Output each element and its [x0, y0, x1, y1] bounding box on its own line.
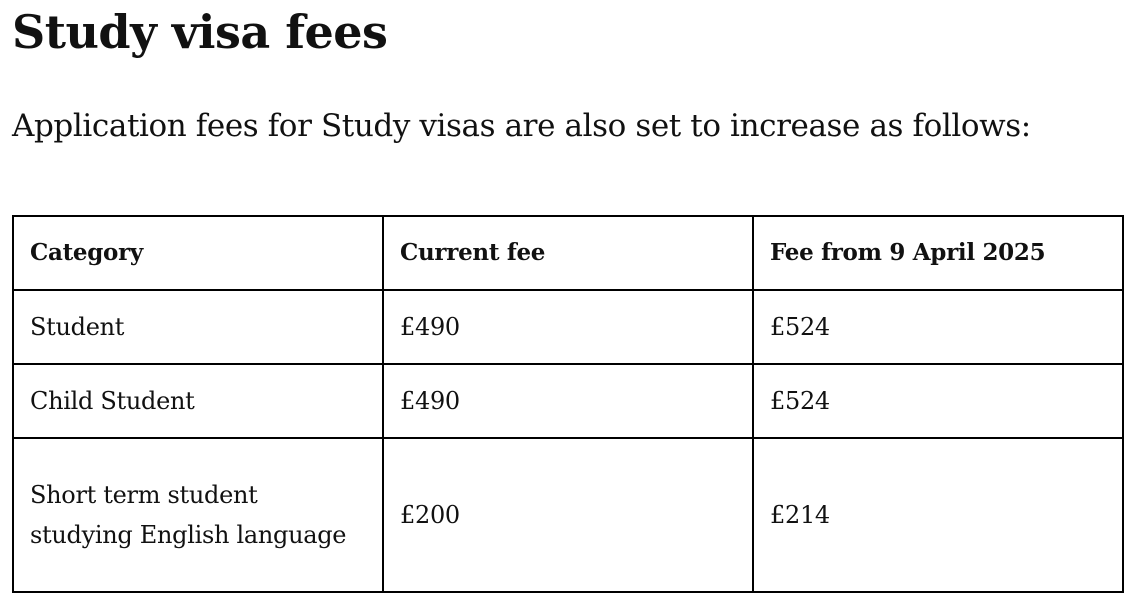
page-title: Study visa fees — [12, 5, 388, 59]
cell-new-fee: £524 — [753, 290, 1123, 364]
cell-current-fee: £200 — [383, 438, 753, 592]
cell-new-fee: £214 — [753, 438, 1123, 592]
article-content — [12, 0, 1124, 549]
cell-category: Student — [13, 290, 383, 364]
cell-category: Child Student — [13, 364, 383, 438]
table-row — [13, 290, 1123, 364]
cell-category: Short term student studying English language — [13, 438, 383, 592]
cell-current-fee: £490 — [383, 290, 753, 364]
cell-new-fee: £524 — [753, 364, 1123, 438]
cell-current-fee: £490 — [383, 364, 753, 438]
header-category: Category — [13, 216, 383, 290]
header-new-fee: Fee from 9 April 2025 — [753, 216, 1123, 290]
table-header-row — [13, 216, 1123, 290]
table-row — [13, 364, 1123, 438]
header-current-fee: Current fee — [383, 216, 753, 290]
fees-table — [12, 215, 1124, 593]
intro-paragraph: Application fees for Study visas are also set to increase as follows: — [12, 108, 1031, 144]
table-row — [13, 438, 1123, 592]
